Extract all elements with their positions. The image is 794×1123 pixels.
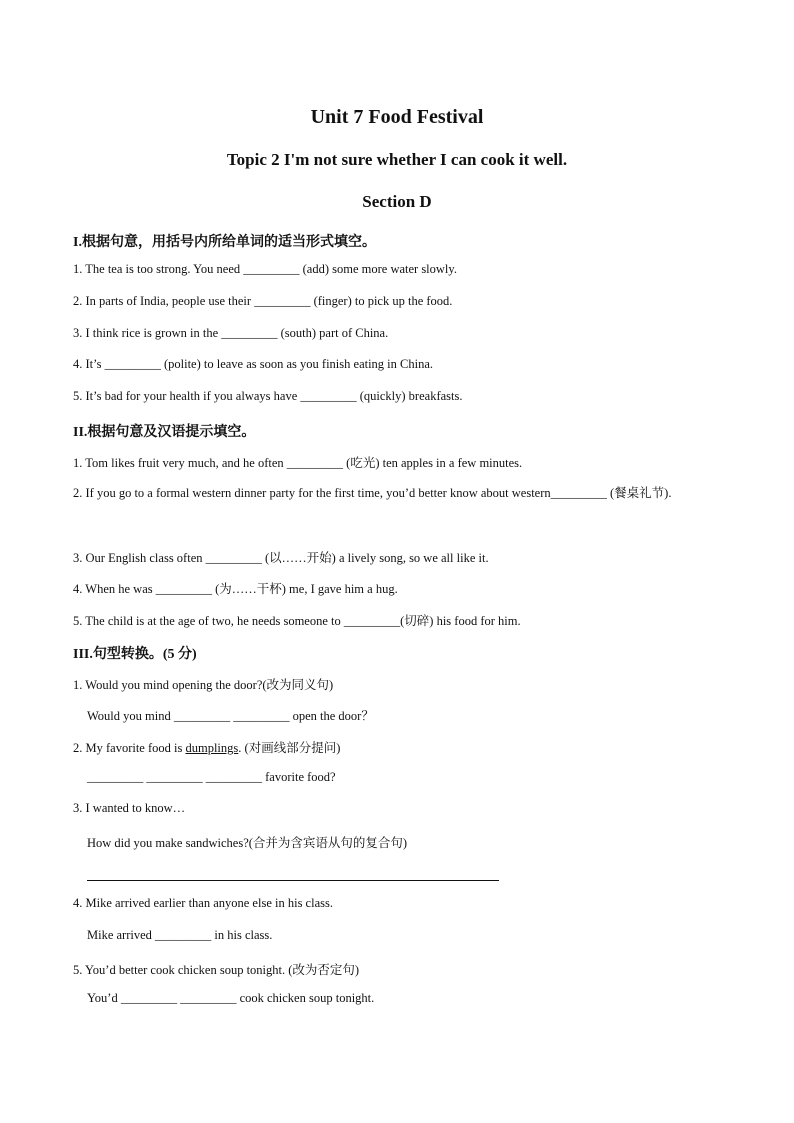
part2-item-2: 2. If you go to a formal western dinner party for the first time, you’d better know about western_________ (餐桌礼节). [73, 486, 672, 500]
part1-item-2: 2. In parts of India, people use their _________ (finger) to pick up the food. [73, 294, 453, 308]
part3-q2-post: . (对画线部分提问) [238, 741, 341, 755]
part3-a4: Mike arrived _________ in his class. [87, 928, 273, 942]
part1-item-1: 1. The tea is too strong. You need _________ (add) some more water slowly. [73, 262, 457, 276]
part3-q4: 4. Mike arrived earlier than anyone else in his class. [73, 896, 333, 910]
part2-item-4: 4. When he was _________ (为……干杯) me, I gave him a hug. [73, 582, 398, 596]
part3-q1: 1. Would you mind opening the door?(改为同义句) [73, 678, 334, 692]
part1-item-3: 3. I think rice is grown in the _________ (south) part of China. [73, 326, 389, 340]
part2-item-5: 5. The child is at the age of two, he needs someone to _________(切碎) his food for him. [73, 614, 521, 628]
topic-title: Topic 2 I'm not sure whether I can cook it well. [226, 150, 568, 169]
part3-q3: 3. I wanted to know… [73, 801, 186, 815]
section-title: Section D [362, 192, 432, 211]
part3-a1: Would you mind _________ _________ open the door？ [87, 709, 374, 723]
answer-line [87, 880, 499, 881]
part3-q5: 5. You’d better cook chicken soup tonight. (改为否定句) [73, 963, 360, 977]
part3-a5: You’d _________ _________ cook chicken soup tonight. [87, 991, 375, 1005]
part1-heading: I.根据句意，用括号内所给单词的适当形式填空。 [73, 235, 376, 250]
part3-q2 [73, 738, 340, 756]
part1-item-5: 5. It’s bad for your health if you always have _________ (quickly) breakfasts. [73, 389, 463, 403]
underlined-word: dumplings [185, 741, 239, 755]
unit-title: Unit 7 Food Festival [310, 106, 484, 128]
part2-heading: II.根据句意及汉语提示填空。 [73, 425, 256, 440]
part2-item-1: 1. Tom likes fruit very much, and he often _________ (吃光) ten apples in a few minutes. [73, 456, 523, 470]
part1-item-4: 4. It’s _________ (polite) to leave as soon as you finish eating in China. [73, 357, 434, 371]
part3-a2: _________ _________ _________ favorite food? [87, 770, 336, 784]
part3-q2-pre: 2. My favorite food is [73, 741, 186, 755]
part2-item-3: 3. Our English class often _________ (以……开始) a lively song, so we all like it. [73, 551, 489, 565]
part3-heading: III.句型转换。(5 分) [73, 647, 197, 662]
part3-q3-sentence: How did you make sandwiches?(合并为含宾语从句的复合句) [87, 836, 408, 850]
